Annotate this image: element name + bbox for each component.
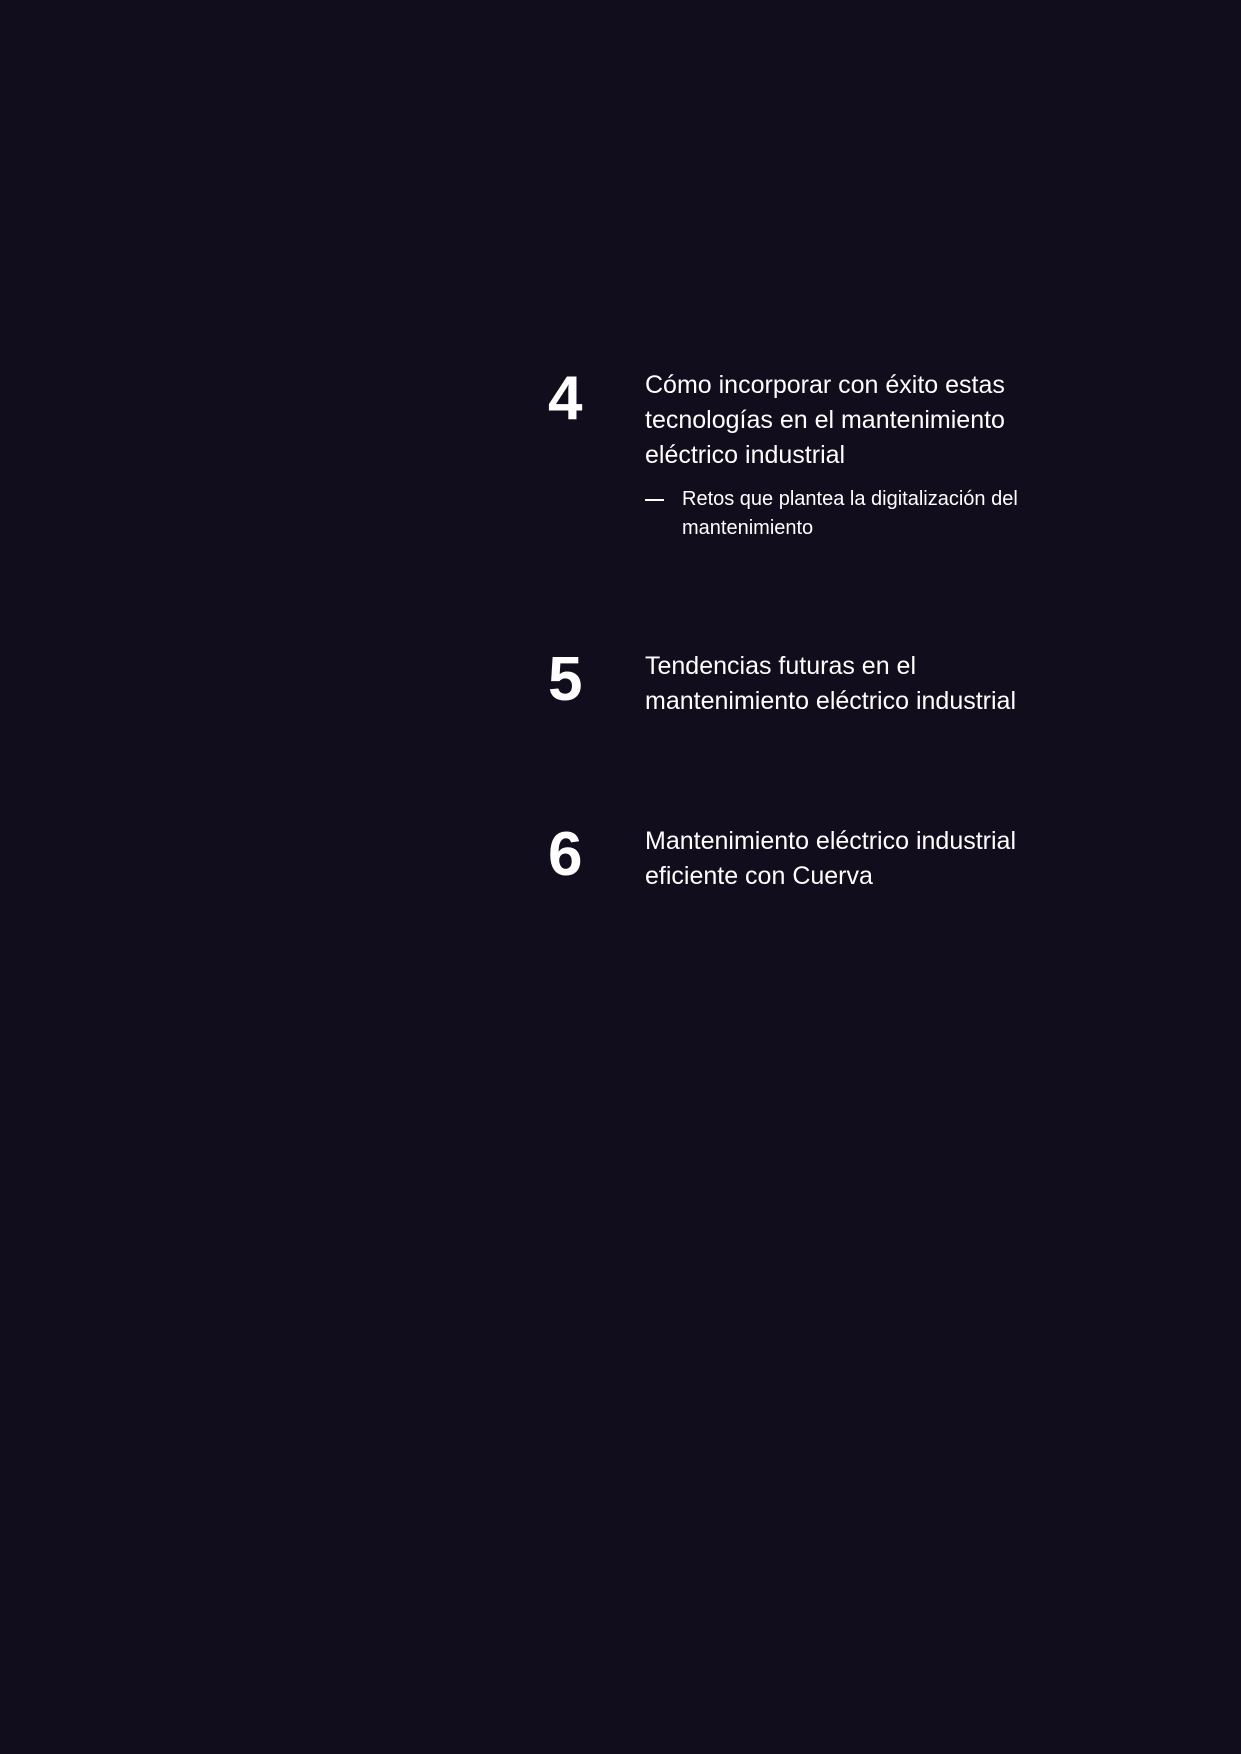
entry-body	[645, 824, 1075, 894]
section-title: Tendencias futuras en el mantenimiento eléctrico industrial	[645, 652, 1017, 715]
subsection-list	[645, 485, 1075, 543]
entry-body	[645, 649, 1075, 719]
section-title: Mantenimiento eléctrico industrial eficiente con Cuerva	[645, 827, 1017, 890]
section-number: 5	[548, 645, 582, 714]
subsection-label: Retos que plantea la digitalización del mantenimiento	[682, 488, 1018, 539]
dash-icon	[645, 499, 664, 501]
entry-body	[645, 368, 1075, 543]
subsection-item[interactable]	[645, 485, 1075, 543]
section-number: 6	[548, 820, 582, 889]
table-of-contents	[548, 0, 1068, 1754]
section-number: 4	[548, 364, 582, 433]
section-title: Cómo incorporar con éxito estas tecnologías en el mantenimiento eléctrico industrial	[645, 371, 1005, 469]
